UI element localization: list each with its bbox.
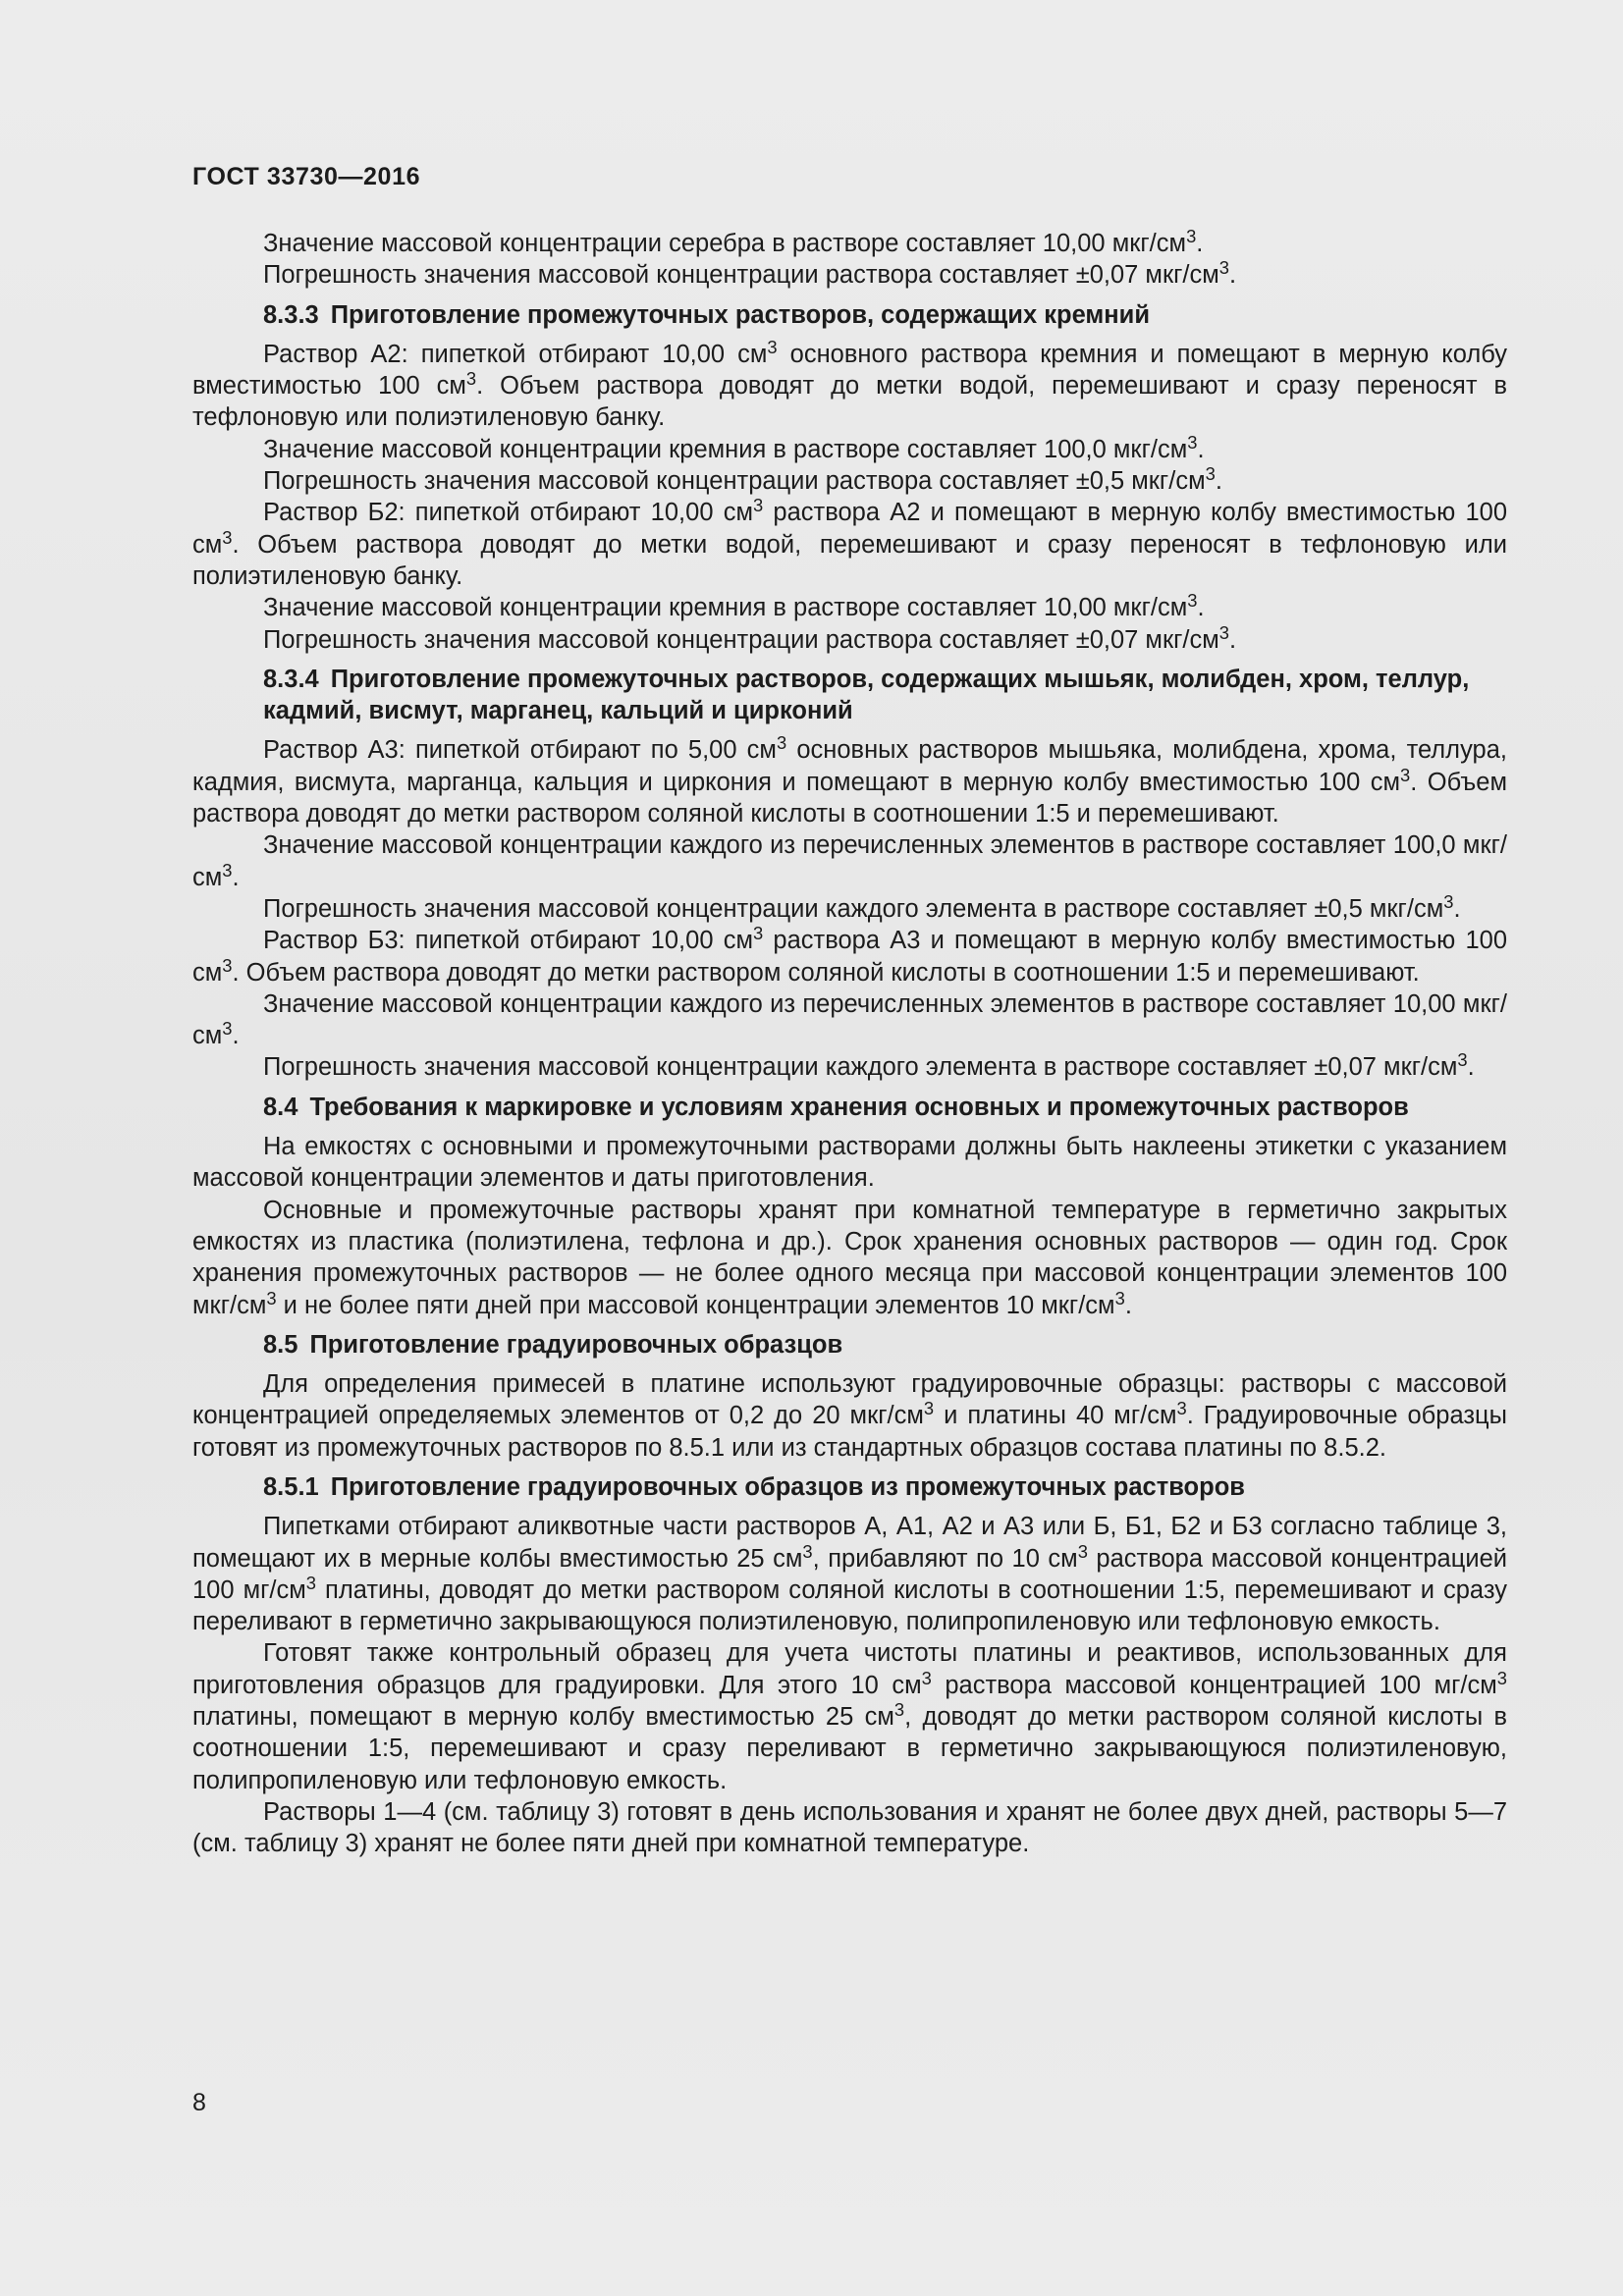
paragraph (192, 336, 1507, 434)
paragraph (192, 925, 1507, 988)
text-run: Значение массовой концентрации кремния в растворе составляет 10,00 мкг/см (263, 594, 1188, 622)
paragraph (192, 1637, 1507, 1795)
text-run: . (232, 863, 240, 891)
superscript: 3 (1114, 1287, 1125, 1308)
text-run: . (1229, 625, 1237, 654)
superscript: 3 (1443, 890, 1454, 912)
text-run: . Объем раствора доводят до метки раствором соляной кислоты в соотношении 1:5 и перемешивают. (192, 768, 1507, 828)
text-run: основного раствора кремния и помещают в мерную колбу вместимостью 100 см (192, 340, 1507, 400)
text-run: Значение массовой концентрации кремния в растворе составляет 100,0 мкг/см (263, 435, 1188, 463)
text-run: . Объем раствора доводят до метки водой, перемешивают и сразу переносят в тефлоновую или полиэтиленовую банку. (192, 372, 1507, 432)
text-run: . Объем раствора доводят до метки водой, перемешивают и сразу переносят в тефлоновую или полиэтиленовую банку. (192, 530, 1507, 590)
superscript: 3 (1496, 1667, 1508, 1688)
superscript: 3 (752, 923, 764, 944)
paragraph (192, 734, 1507, 829)
paragraph (192, 1511, 1507, 1637)
text-run: Для определения примесей в платине используют градуировочные образцы: растворы с массовой концентрацией определяемых элементов от 0,2 до 20 мкг/см (192, 1370, 1507, 1430)
paragraph (192, 431, 1507, 465)
paragraph (192, 462, 1507, 497)
text-run: . (1453, 894, 1461, 923)
text-run: и не более пяти дней при массовой концентрации элементов 10 мкг/см (276, 1291, 1115, 1319)
text-run: платины, помещают в мерную колбу вместимостью 25 см (192, 1703, 894, 1732)
superscript: 3 (802, 1540, 813, 1562)
superscript: 3 (767, 336, 778, 357)
document-header: ГОСТ 33730—2016 (192, 163, 421, 190)
section-number: 8.4 (263, 1093, 298, 1121)
section-number: 8.5 (263, 1330, 298, 1359)
section-title: Приготовление градуировочных образцов из промежуточных растворов (330, 1472, 1245, 1501)
page-number: 8 (192, 2089, 206, 2116)
text-run: раствора массовой концентрацией 100 мг/см (192, 1544, 1507, 1604)
paragraph (192, 1796, 1507, 1860)
paragraph (192, 1195, 1507, 1321)
superscript: 3 (1218, 621, 1229, 643)
text-run: Погрешность значения массовой концентрации раствора составляет ±0,5 мкг/см (263, 467, 1206, 496)
section-heading (263, 1471, 1507, 1503)
paragraph (192, 592, 1507, 623)
superscript: 3 (1077, 1540, 1088, 1562)
section-heading (263, 1329, 1507, 1361)
text-run: . (1215, 467, 1222, 496)
superscript: 3 (921, 1667, 932, 1688)
section-number: 8.3.4 (263, 665, 319, 693)
section-title: Требования к маркировке и условиям хранения основных и промежуточных растворов (309, 1093, 1409, 1121)
text-run: Значение массовой концентрации каждого из перечисленных элементов в растворе составляет 10,00 мкг/см (192, 989, 1507, 1050)
text-run: и платины 40 мг/см (934, 1402, 1177, 1430)
section-title: Приготовление градуировочных образцов (309, 1330, 843, 1359)
text-run: Раствор Б3: пипеткой отбирают 10,00 см (263, 927, 753, 955)
text-run: раствора А2 и помещают в мерную колбу вместимостью 100 см (192, 499, 1507, 559)
superscript: 3 (752, 495, 764, 516)
text-run: . Объем раствора доводят до метки раствором соляной кислоты в соотношении 1:5 и перемешивают. (232, 958, 1420, 987)
text-run: . (232, 1022, 240, 1050)
text-run: . (1124, 1291, 1132, 1319)
text-run: . (1197, 594, 1205, 622)
section-number: 8.5.1 (263, 1472, 319, 1501)
text-run: раствора массовой концентрацией 100 мг/см (931, 1671, 1497, 1699)
text-run: Погрешность значения массовой концентрации каждого элемента в растворе составляет ±0,5 мкг/см (263, 894, 1444, 923)
text-run: . (1197, 435, 1205, 463)
paragraph (192, 988, 1507, 1052)
section-number: 8.3.3 (263, 300, 319, 329)
superscript: 3 (893, 1698, 905, 1720)
text-run: , доводят до метки раствором соляной кислоты в соотношении 1:5, перемешивают и сразу переливают в герметично закрывающуюся полиэтиленовую, полипропиленовую или тефлоновую емкость. (192, 1703, 1507, 1794)
superscript: 3 (1457, 1049, 1468, 1071)
text-run: Погрешность значения массовой концентрации каждого элемента в растворе составляет ±0,07 мкг/см (263, 1053, 1458, 1082)
superscript: 3 (1400, 764, 1411, 785)
text-run: Раствор А2: пипеткой отбирают 10,00 см (263, 340, 768, 368)
superscript: 3 (266, 1287, 277, 1308)
superscript: 3 (222, 954, 233, 976)
superscript: 3 (305, 1572, 316, 1593)
text-run: Значение массовой концентрации серебра в растворе составляет 10,00 мкг/см (263, 230, 1187, 257)
text-run: Погрешность значения массовой концентрации раствора составляет ±0,07 мкг/см (263, 625, 1219, 654)
text-run: . (1196, 230, 1204, 257)
text-run: Раствор Б2: пипеткой отбирают 10,00 см (263, 499, 753, 527)
document-body (192, 225, 1508, 1860)
section-heading (263, 299, 1507, 331)
text-run: основных растворов мышьяка, молибдена, хрома, теллура, кадмия, висмута, марганца, кальция и циркония и помещают в мерную колбу вместимостью 100 см (192, 736, 1507, 796)
superscript: 3 (1186, 225, 1197, 246)
superscript: 3 (776, 732, 787, 754)
paragraph (192, 497, 1507, 592)
superscript: 3 (1205, 462, 1216, 484)
text-run: Погрешность значения массовой концентрации раствора составляет ±0,07 мкг/см (263, 261, 1219, 290)
paragraph (192, 259, 1507, 291)
text-run: Основные и промежуточные растворы хранят при комнатной температуре в герметично закрытых емкостях из пластика (полиэтилена, тефлона и др.). Срок хранения основных растворов — один год. Срок хранения промежуточных растворов — не более одного месяца при массовой концентрации элементов 100 мкг/см (192, 1196, 1507, 1319)
paragraph (192, 829, 1507, 893)
text-run: Готовят также контрольный образец для учета чистоты платины и реактивов, использованных для приготовления образцов для градуировки. Для этого 10 см (192, 1639, 1507, 1699)
text-run: Растворы 1—4 (см. таблицу 3) готовят в день использования и хранят не более двух дней, растворы 5—7 (см. таблицу 3) хранят не более пяти дней при комнатной температуре. (192, 1797, 1507, 1858)
text-run: раствора А3 и помещают в мерную колбу вместимостью 100 см (192, 927, 1507, 987)
text-run: платины, доводят до метки раствором соляной кислоты в соотношении 1:5, перемешивают и сразу переливают в герметично закрывающуюся полиэтиленовую, полипропиленовую или тефлоновую емкость. (192, 1575, 1507, 1636)
text-run: . (1467, 1053, 1475, 1082)
section-title: Приготовление промежуточных растворов, содержащих мышьяк, молибден, хром, теллур, кадмий, висмут, марганец, кальций и цирконий (263, 665, 1470, 725)
paragraph (192, 1051, 1507, 1083)
paragraph (192, 1368, 1507, 1464)
superscript: 3 (923, 1398, 935, 1419)
superscript: 3 (1176, 1398, 1187, 1419)
superscript: 3 (1187, 431, 1198, 453)
text-run: Раствор А3: пипеткой отбирают по 5,00 см (263, 736, 777, 765)
text-run: . Градуировочные образцы готовят из промежуточных растворов по 8.5.1 или из стандартных образцов состава платины по 8.5.2. (192, 1402, 1507, 1462)
paragraph (192, 621, 1507, 656)
paragraph (192, 890, 1507, 925)
section-heading (263, 1092, 1507, 1123)
text-run: На емкостях с основными и промежуточными растворами должны быть наклеены этикетки с указанием массовой концентрации элементов и даты приготовления. (192, 1133, 1507, 1193)
superscript: 3 (222, 526, 233, 548)
text-run: . (1229, 261, 1237, 290)
paragraph (192, 225, 1507, 259)
paragraph (192, 1131, 1507, 1195)
superscript: 3 (1218, 257, 1229, 279)
text-run: Пипетками отбирают аликвотные части растворов А, А1, А2 и А3 или Б, Б1, Б2 и Б3 согласно таблице 3, помещают их в мерные колбы вместимостью 25 см (192, 1513, 1507, 1573)
section-title: Приготовление промежуточных растворов, содержащих кремний (330, 300, 1151, 329)
text-run: , прибавляют по 10 см (812, 1544, 1078, 1573)
text-run: Значение массовой концентрации каждого из перечисленных элементов в растворе составляет 100,0 мкг/см (192, 831, 1507, 891)
section-heading (263, 664, 1507, 727)
superscript: 3 (465, 368, 477, 390)
superscript: 3 (222, 1017, 233, 1039)
superscript: 3 (1187, 590, 1198, 612)
superscript: 3 (222, 859, 233, 881)
